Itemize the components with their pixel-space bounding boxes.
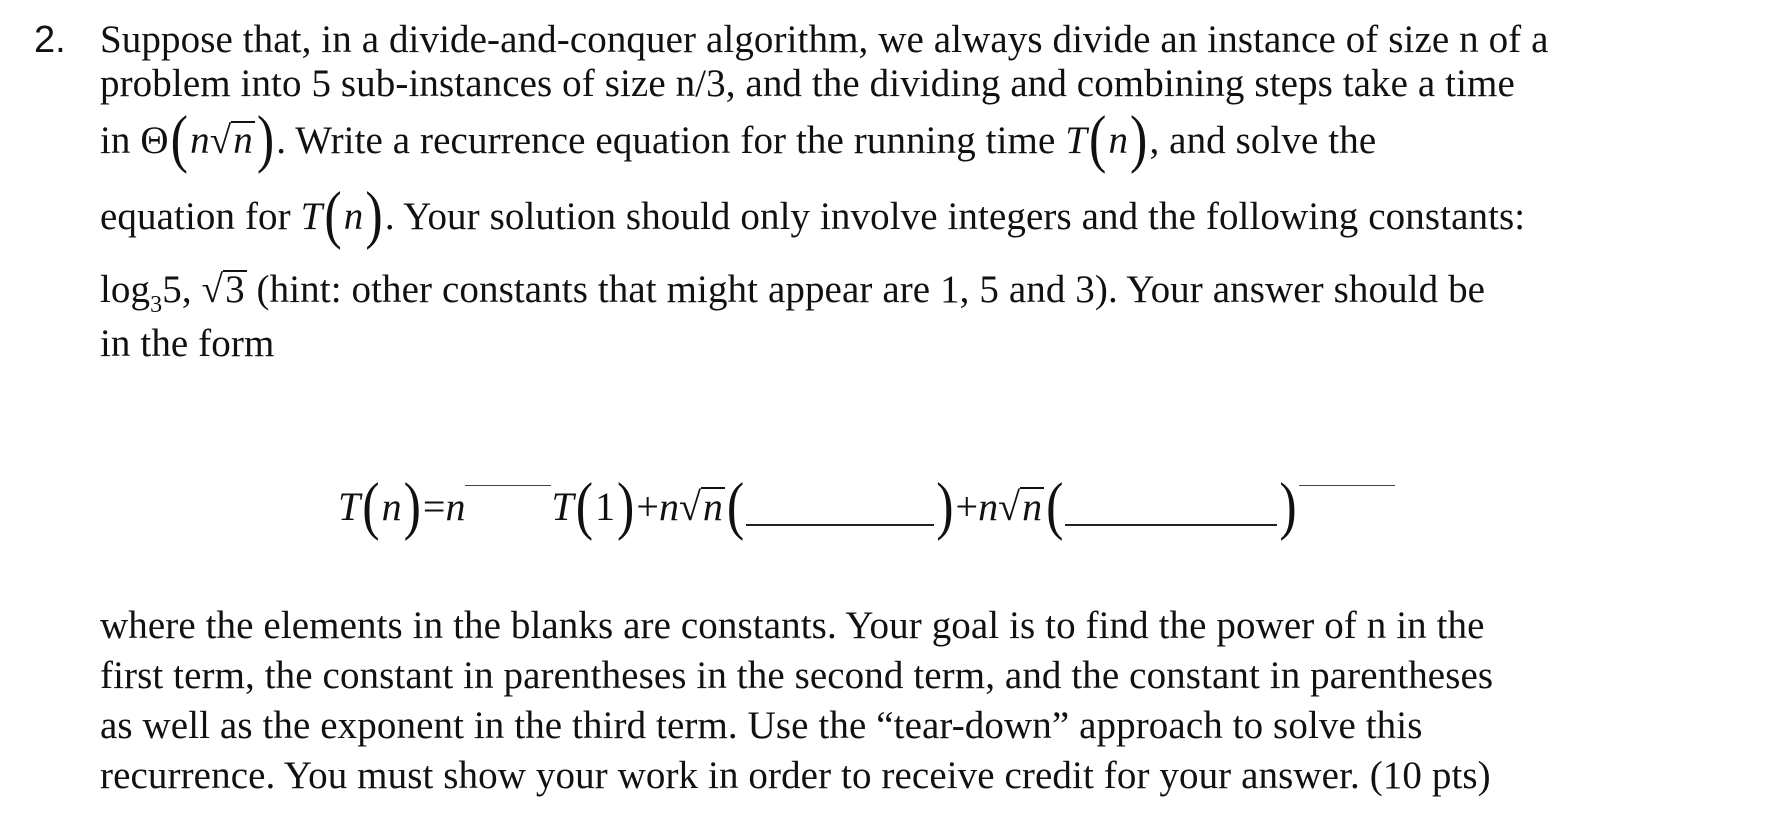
open-paren-icon: ( xyxy=(1089,103,1107,175)
open-paren-icon: ( xyxy=(362,470,380,542)
sqrt-icon: √ xyxy=(201,268,224,311)
problem-line-6: in the form xyxy=(100,322,275,365)
sqrt-icon: √ xyxy=(998,484,1021,529)
equation-arg: n xyxy=(343,195,364,238)
closing-line-2: first term, the constant in parentheses in the second term, and the constant in parentheses xyxy=(100,654,1494,697)
plus-sign-1: + xyxy=(636,484,659,529)
formula-n2: n xyxy=(658,484,679,529)
problem-line-4 xyxy=(100,179,1526,251)
open-paren-icon: ( xyxy=(575,470,594,542)
line4-prefix: equation for xyxy=(100,195,301,238)
formula-rad2: n xyxy=(702,484,723,529)
running-time-T: T xyxy=(1065,119,1088,162)
log-base: 3 xyxy=(150,292,163,318)
close-paren-icon: ) xyxy=(403,470,421,542)
sqrt-icon: √ xyxy=(678,484,701,529)
problem-line-5 xyxy=(100,268,1485,327)
line3-mid: . Write a recurrence equation for the running time xyxy=(276,119,1066,162)
sqrt-icon: √ xyxy=(209,119,232,162)
problem-line-2: problem into 5 sub-instances of size n/3, and the dividing and combining steps take a time xyxy=(100,62,1515,105)
closing-line-3: as well as the exponent in the third term. Use the “tear-down” approach to solve this xyxy=(100,704,1423,747)
close-paren-icon: ) xyxy=(1130,103,1148,175)
log-arg: 5, xyxy=(162,268,192,311)
theta-radicand: n xyxy=(233,119,253,162)
equation-T: T xyxy=(300,195,323,238)
problem-line-3 xyxy=(100,103,1377,175)
constant-blank-2 xyxy=(746,486,934,526)
line4-suffix: . Your solution should only involve integers and the following constants: xyxy=(384,195,1526,238)
exponent-blank-3 xyxy=(1299,485,1395,486)
sqrt-arg: 3 xyxy=(225,268,245,311)
open-paren-icon: ( xyxy=(324,179,342,251)
formula-rad3: n xyxy=(1022,484,1043,529)
running-time-arg: n xyxy=(1108,119,1129,162)
formula-n3: n xyxy=(978,484,999,529)
log-text: log xyxy=(100,268,151,311)
formula-lhs-arg: n xyxy=(381,484,402,529)
closing-line-4: recurrence. You must show your work in order to receive credit for your answer. (10 pts) xyxy=(100,754,1491,797)
constant-blank-3 xyxy=(1065,486,1277,526)
line5-suffix: (hint: other constants that might appear are 1, 5 and 3). Your answer should be xyxy=(246,268,1486,311)
line3-prefix: in xyxy=(100,119,141,162)
close-paren-icon: ) xyxy=(617,470,635,542)
close-paren-icon: ) xyxy=(1279,470,1297,542)
formula-T: T xyxy=(338,484,361,529)
open-paren-icon: ( xyxy=(170,103,189,175)
theta-symbol: Θ xyxy=(140,119,169,162)
plus-sign-2: + xyxy=(955,484,979,529)
line3-suffix: , and solve the xyxy=(1149,119,1377,162)
formula-n1: n xyxy=(445,484,466,529)
open-paren-icon: ( xyxy=(726,470,745,542)
exponent-blank-1 xyxy=(465,485,551,486)
equals-sign: = xyxy=(422,484,446,529)
close-paren-icon: ) xyxy=(365,179,383,251)
close-paren-icon: ) xyxy=(936,470,954,542)
formula-T1: T xyxy=(551,484,574,529)
close-paren-icon: ) xyxy=(256,103,275,175)
closing-line-1: where the elements in the blanks are constants. Your goal is to find the power of n in the xyxy=(100,604,1485,647)
question-number: 2. xyxy=(34,19,66,61)
theta-n: n xyxy=(190,119,210,162)
formula-T1-arg: 1 xyxy=(595,484,616,529)
recurrence-formula xyxy=(338,470,1395,542)
open-paren-icon: ( xyxy=(1046,470,1064,542)
problem-line-1: Suppose that, in a divide-and-conquer algorithm, we always divide an instance of size n of a xyxy=(100,18,1549,61)
